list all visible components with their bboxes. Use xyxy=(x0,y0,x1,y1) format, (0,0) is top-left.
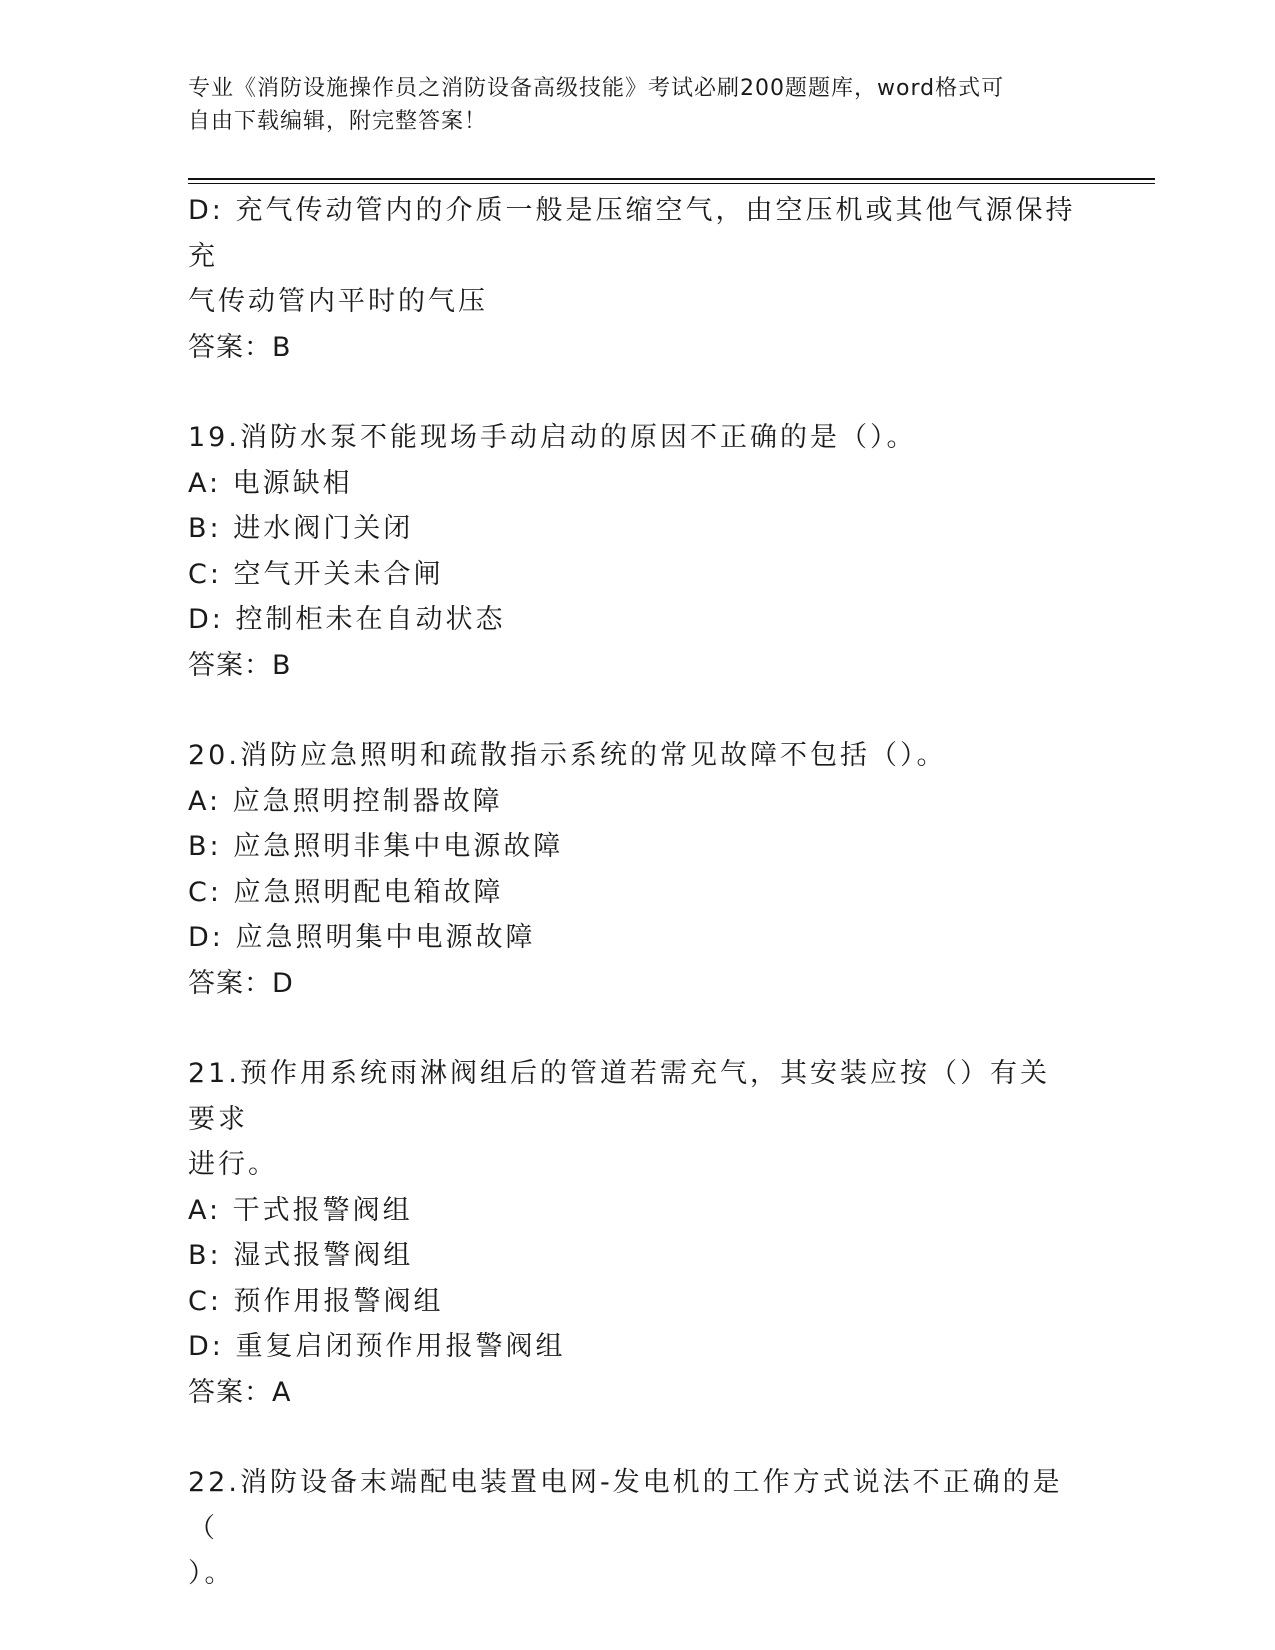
option-d: D: 应急照明集中电源故障 xyxy=(188,922,536,953)
spacer xyxy=(188,688,1078,733)
question-stem: 20.消防应急照明和疏散指示系统的常见故障不包括（）。 xyxy=(188,740,947,771)
document-header xyxy=(188,72,1068,138)
question-22 xyxy=(188,1460,1078,1597)
question-21 xyxy=(188,1051,1078,1415)
option-a: A: 应急照明控制器故障 xyxy=(188,785,503,817)
spacer xyxy=(188,370,1078,415)
question-stem-line-1: 21.预作用系统雨淋阀组后的管道若需充气，其安装应按（）有关要求 xyxy=(188,1058,1050,1135)
option-b: B: 进水阀门关闭 xyxy=(188,513,414,544)
answer: 答案：B xyxy=(188,649,292,681)
option-c: C: 预作用报警阀组 xyxy=(188,1285,444,1317)
option-b: B: 湿式报警阀组 xyxy=(188,1240,414,1271)
header-rule-thick xyxy=(188,178,1155,180)
header-title-line-1: 专业《消防设施操作员之消防设备高级技能》考试必刷200题题库，word格式可 xyxy=(188,76,1005,101)
option-a: A: 干式报警阀组 xyxy=(188,1194,413,1226)
question-stem-line-1: 22.消防设备末端配电装置电网-发电机的工作方式说法不正确的是（ xyxy=(188,1467,1063,1544)
question-stem-line-2: ）。 xyxy=(188,1558,235,1589)
spacer xyxy=(188,1006,1078,1051)
header-rule-thin xyxy=(188,183,1155,184)
option-d: D: 控制柜未在自动状态 xyxy=(188,604,506,635)
question-stem: 19.消防水泵不能现场手动启动的原因不正确的是（）。 xyxy=(188,422,917,453)
option-b: B: 应急照明非集中电源故障 xyxy=(188,831,564,862)
answer: 答案：A xyxy=(188,1376,292,1408)
option-d-line-1: D: 充气传动管内的介质一般是压缩空气，由空压机或其他气源保持充 xyxy=(188,195,1076,272)
answer: 答案：D xyxy=(188,967,294,999)
answer: 答案：B xyxy=(188,331,292,363)
question-list xyxy=(188,188,1078,1597)
option-c: C: 应急照明配电箱故障 xyxy=(188,876,504,908)
question-19 xyxy=(188,415,1078,688)
spacer xyxy=(188,1415,1078,1460)
option-a: A: 电源缺相 xyxy=(188,467,353,499)
option-c: C: 空气开关未合闸 xyxy=(188,558,444,590)
question-stem-line-2: 进行。 xyxy=(188,1149,278,1180)
carryover-block xyxy=(188,188,1078,370)
header-title-line-2: 自由下载编辑，附完整答案！ xyxy=(188,109,488,134)
question-20 xyxy=(188,733,1078,1006)
option-d-line-2: 气传动管内平时的气压 xyxy=(188,286,488,317)
option-d: D: 重复启闭预作用报警阀组 xyxy=(188,1331,566,1362)
